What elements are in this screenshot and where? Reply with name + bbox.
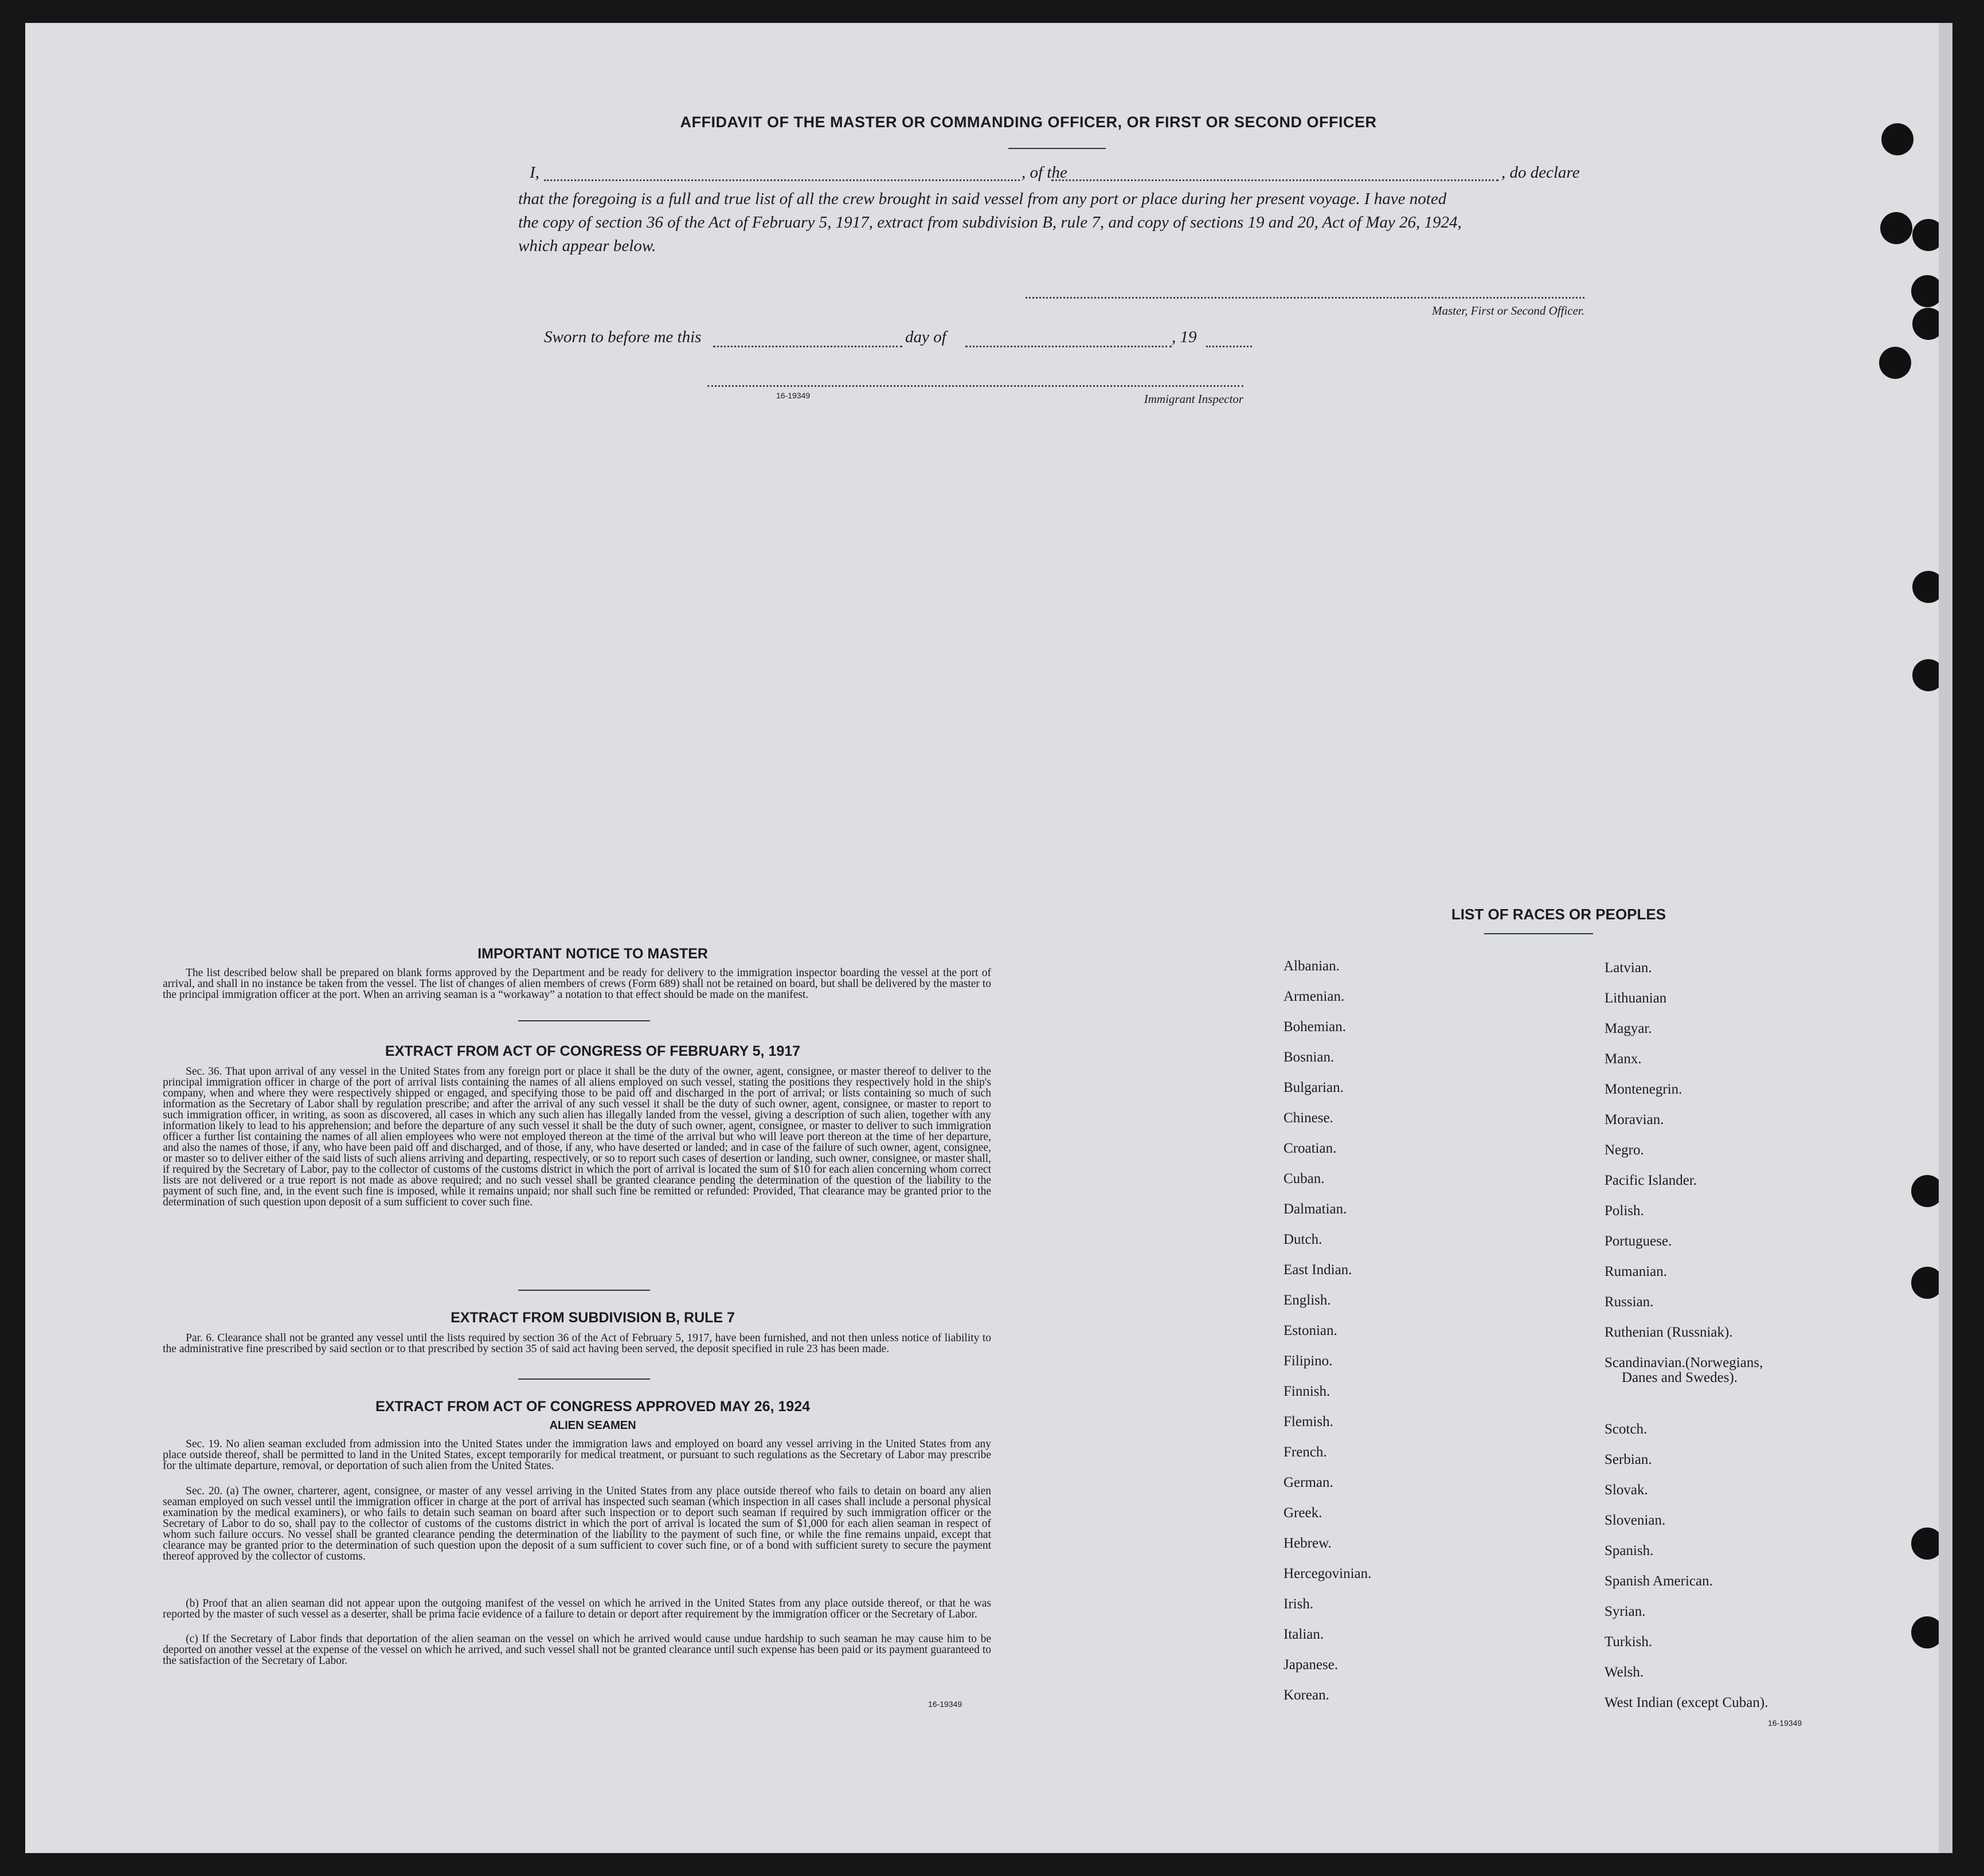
affidavit-do-declare-label: , do declare — [1501, 163, 1580, 182]
sworn-month-blank[interactable] — [965, 346, 1172, 347]
page-edge-shadow — [1939, 23, 1952, 1853]
year-label: , 19 — [1172, 328, 1197, 346]
race-item: Danes and Swedes). — [1622, 1370, 1738, 1385]
master-signature-line[interactable] — [1026, 297, 1584, 299]
race-item: Spanish. — [1605, 1543, 1654, 1558]
affidavit-i-label: I, — [530, 163, 539, 182]
race-item: Slovenian. — [1605, 1513, 1666, 1528]
race-item: Greek. — [1283, 1505, 1322, 1521]
race-item: Italian. — [1283, 1627, 1324, 1642]
race-item: English. — [1283, 1293, 1331, 1308]
race-item: Scandinavian.(Norwegians, — [1605, 1355, 1763, 1370]
race-item: Irish. — [1283, 1596, 1314, 1612]
declaration-line-3: which appear below. — [518, 237, 656, 255]
race-item: Flemish. — [1283, 1414, 1333, 1429]
sworn-year-blank[interactable] — [1206, 346, 1252, 347]
extract-1924-title: EXTRACT FROM ACT OF CONGRESS APPROVED MAY 26, 1924 — [375, 1399, 811, 1415]
race-item: Serbian. — [1605, 1452, 1652, 1467]
declaration-line-2: the copy of section 36 of the Act of February 5, 1917, extract from subdivision B, rule 7, and copy of sections 19 and 20, Act of May 26, 1924, — [518, 213, 1462, 232]
section-divider — [518, 1020, 650, 1021]
sworn-day-blank[interactable] — [713, 346, 902, 347]
race-item: Negro. — [1605, 1142, 1644, 1158]
race-item: Turkish. — [1605, 1634, 1653, 1650]
race-item: Spanish American. — [1605, 1573, 1713, 1589]
race-item: Polish. — [1605, 1203, 1644, 1219]
race-item: Rumanian. — [1605, 1264, 1668, 1279]
extract-rule7-title: EXTRACT FROM SUBDIVISION B, RULE 7 — [451, 1310, 735, 1326]
race-item: Cuban. — [1283, 1171, 1325, 1186]
race-item: Dutch. — [1283, 1232, 1322, 1247]
race-item: Welsh. — [1605, 1664, 1644, 1680]
section-divider — [518, 1378, 650, 1380]
sec-19-text: Sec. 19. No alien seaman excluded from admission into the United States under the immigration laws and employed on board any vessel arriving in the United States from any place outside thereof, shall be permitted to land in the United States, except temporarily for medical treatment, or pursuant to such regulations as the Secretary of Labor may prescribe for the ultimate departure, removal, or deportation of such alien from the United States. — [163, 1438, 991, 1472]
race-item: Hebrew. — [1283, 1536, 1332, 1551]
day-of-label: day of — [905, 328, 946, 346]
race-item: Hercegovinian. — [1283, 1566, 1372, 1581]
affidavit-of-the-label: , of the — [1022, 163, 1067, 182]
document-page — [25, 23, 1952, 1853]
race-item: Bohemian. — [1283, 1019, 1347, 1035]
race-item: Syrian. — [1605, 1604, 1646, 1619]
race-item: Lithuanian — [1605, 990, 1667, 1006]
race-item: Albanian. — [1283, 958, 1340, 974]
races-form-number: 16-19349 — [1768, 1718, 1802, 1728]
race-item: Armenian. — [1283, 989, 1345, 1004]
race-item: Montenegrin. — [1605, 1082, 1682, 1097]
races-title-divider — [1484, 933, 1593, 934]
race-item: Scotch. — [1605, 1421, 1648, 1437]
race-item: Estonian. — [1283, 1323, 1337, 1338]
race-item: Chinese. — [1283, 1110, 1333, 1126]
race-item: Ruthenian (Russniak). — [1605, 1325, 1733, 1340]
extract-1917-text: Sec. 36. That upon arrival of any vessel in the United States from any foreign port or place it shall be the duty of the owner, agent, consignee, or master thereof to deliver to the principal immigration officer in charge of the port of arrival lists containing the names of all aliens employed on such vessel, stating the positions they respectively hold in the ship's company, when and where they were respectively shipped or engaged, and specifying those to be paid off and discharged in the port of arrival; or lists containing so much of such information as the Secretary of Labor shall by regulation prescribe; and after the arrival of any such vessel it shall be the duty of such owner, agent, consignee, or master to report to such immigration officer, in writing, as soon as discovered, all cases in which any such alien has illegally landed from the vessel, giving a description of such alien, together with any information likely to lead to his apprehension; and before the departure of any such vessel it shall be the duty of such owner, agent, consignee, or master to deliver to such immigration officer a further list containing the names of all alien employees who were not employed thereon at the time of the arrival but who will leave port thereon at the time of her departure, and also the names of those, if any, who have been paid off and discharged, and of those, if any, who have deserted or landed; and in case of the failure of such owner, agent, consignee, or master so to deliver either of the said lists of such aliens arriving and departing, respectively, or so to report such cases of desertion or landing, such owner, consignee, or master shall, if required by the Secretary of Labor, pay to the collector of customs of the customs district in which the port of arrival is located the sum of $10 for each alien concerning whom correct lists are not delivered or a true report is not made as above required; and no such vessel shall be granted clearance pending the determination of the question of the liability to the payment of such fine, and, in the event such fine is imposed, while it remains unpaid; nor shall such fine be remitted or refunded: Provided, That clearance may be granted prior to the determination of such question upon deposit of a sum sufficient to cover such fine. — [163, 1066, 991, 1208]
race-item: Filipino. — [1283, 1353, 1333, 1369]
master-signature-label: Master, First or Second Officer. — [1432, 304, 1584, 318]
sec-20a-text: Sec. 20. (a) The owner, charterer, agent, consignee, or master of any vessel arriving in the United States from any place outside thereof who fails to detain on board any alien seaman employed on such vessel until the immigration officer in charge at the port of arrival has inspected such seaman (which inspection in all cases shall include a personal physical examination by the medical examiners), or who fails to detain such seaman on board after such inspection or to deport such seaman if required by such immigration officer or the Secretary of Labor to do so, shall pay to the collector of customs of the customs district in which the port of arrival is located the sum of $1,000 for each alien seaman in respect of whom such failure occurs. No vessel shall be granted clearance pending the determination of the liability to the payment of such fine, or while the fine remains unpaid, except that clearance may be granted prior to the determination of such question upon the deposit of a sum sufficient to cover such fine, or of a bond with sufficient surety to secure the payment thereof approved by the collector of customs. — [163, 1485, 991, 1562]
section-divider — [518, 1290, 650, 1291]
extract-1917-title: EXTRACT FROM ACT OF CONGRESS OF FEBRUARY 5, 1917 — [385, 1043, 801, 1059]
inspector-signature-line[interactable] — [707, 385, 1243, 387]
race-item: Dalmatian. — [1283, 1201, 1347, 1217]
race-item: Russian. — [1605, 1294, 1654, 1310]
race-item: Korean. — [1283, 1687, 1329, 1703]
race-item: Japanese. — [1283, 1657, 1339, 1673]
binder-hole-icon — [1881, 123, 1913, 155]
notice-text: The list described below shall be prepared on blank forms approved by the Department and be ready for delivery to the immigration inspector boarding the vessel at the port of arrival, and shall in no instance be taken from the vessel. The list of changes of alien members of crews (Form 689) shall not be retained on board, but shall be delivered by the master to the principal immigration officer at the port. When an arriving seaman is a “workaway” a notation to that effect should be made on the manifest. — [163, 967, 991, 1001]
race-item: German. — [1283, 1475, 1333, 1490]
vessel-blank-line[interactable] — [1051, 179, 1498, 181]
race-item: Slovak. — [1605, 1482, 1648, 1498]
race-item: Pacific Islander. — [1605, 1173, 1697, 1188]
binder-hole-icon — [1879, 347, 1911, 379]
race-item: Finnish. — [1283, 1384, 1331, 1399]
sec-20b-text: (b) Proof that an alien seaman did not appear upon the outgoing manifest of the vessel on which he arrived in the United States from any place outside thereof, or that he was reported by the master of such vessel as a deserter, shall be prima facie evidence of a failure to detain or deport after requirement by the immigration officer or the Secretary of Labor. — [163, 1597, 991, 1620]
race-item: Latvian. — [1605, 960, 1652, 976]
notice-title: IMPORTANT NOTICE TO MASTER — [478, 946, 708, 962]
declaration-line-1: that the foregoing is a full and true list of all the crew brought in said vessel from any port or place during her present voyage. I have noted — [518, 190, 1447, 208]
race-item: Bulgarian. — [1283, 1080, 1344, 1095]
title-divider — [1008, 148, 1106, 149]
inspector-label: Immigrant Inspector — [1144, 392, 1243, 406]
extract-form-number: 16-19349 — [928, 1699, 962, 1709]
name-blank-line[interactable] — [544, 179, 1020, 181]
race-item: Portuguese. — [1605, 1233, 1672, 1249]
sworn-label: Sworn to before me this — [544, 328, 702, 346]
races-title: LIST OF RACES OR PEOPLES — [1451, 906, 1666, 923]
binder-hole-icon — [1880, 212, 1912, 244]
race-item: Magyar. — [1605, 1021, 1652, 1036]
race-item: West Indian (except Cuban). — [1605, 1695, 1768, 1710]
race-item: Moravian. — [1605, 1112, 1664, 1127]
race-item: Croatian. — [1283, 1141, 1337, 1156]
race-item: Bosnian. — [1283, 1049, 1335, 1065]
race-item: French. — [1283, 1444, 1327, 1460]
extract-1924-subtitle: ALIEN SEAMEN — [549, 1419, 636, 1432]
race-item: East Indian. — [1283, 1262, 1352, 1278]
affidavit-title: AFFIDAVIT OF THE MASTER OR COMMANDING OFFICER, OR FIRST OR SECOND OFFICER — [680, 113, 1377, 131]
affidavit-form-number: 16-19349 — [776, 391, 811, 400]
sec-20c-text: (c) If the Secretary of Labor finds that deportation of the alien seaman on the vessel on which he arrived would cause undue hardship to such seaman he may cause him to be deported on another vessel at the expense of the vessel on which he arrived, and such vessel shall not be granted clearance until such expense has been paid or its payment guaranteed to the satisfaction of the Secretary of Labor. — [163, 1633, 991, 1667]
race-item: Manx. — [1605, 1051, 1642, 1067]
extract-rule7-text: Par. 6. Clearance shall not be granted any vessel until the lists required by section 36 of the Act of February 5, 1917, have been furnished, and not then unless notice of liability to the administrative fine prescribed by said section or to that prescribed by section 35 of said act having been served, the deposit specified in rule 23 has been made. — [163, 1332, 991, 1355]
